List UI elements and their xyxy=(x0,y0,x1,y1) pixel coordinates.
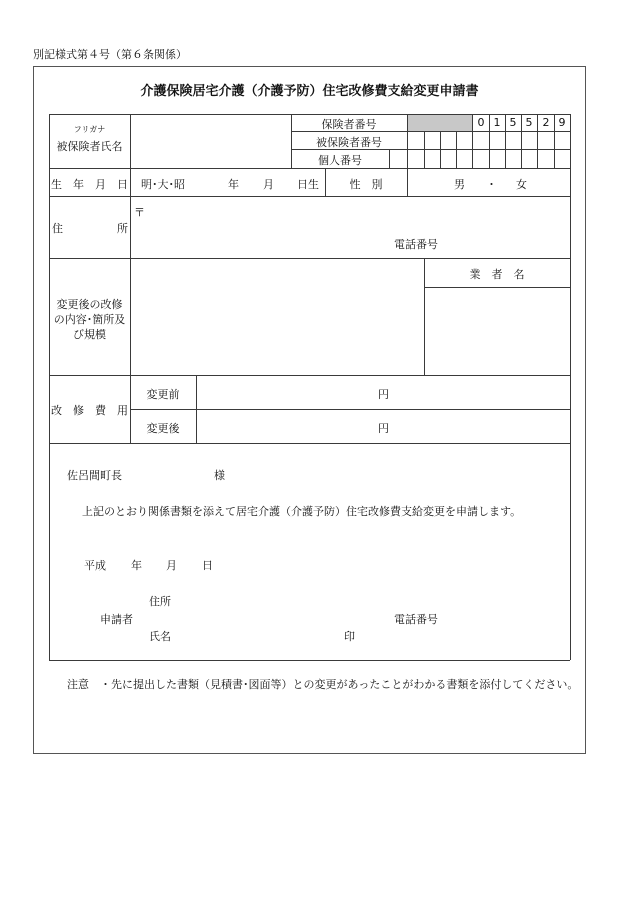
date-month-unit: 月 xyxy=(166,559,177,572)
gender-label: 性 別 xyxy=(349,178,383,191)
furigana-label: フリガナ xyxy=(73,125,106,134)
gender-male-option[interactable]: 男 xyxy=(454,178,465,191)
address-phone-label: 電話番号 xyxy=(394,238,438,251)
insurer-number-shaded-cells xyxy=(408,115,472,131)
cost-after-label: 変更後 xyxy=(146,422,180,435)
address-field[interactable] xyxy=(146,200,566,230)
date-era: 平成 xyxy=(84,559,106,572)
seal-mark: 印 xyxy=(344,630,355,643)
address-label-left: 住 xyxy=(52,222,63,235)
postal-mark: 〒 xyxy=(134,206,145,219)
gender-female-option[interactable]: 女 xyxy=(516,178,527,191)
contractor-label: 業 者 名 xyxy=(469,268,525,281)
form-number: 別記様式第４号（第６条関係） xyxy=(33,48,187,61)
application-statement: 上記のとおり関係書類を添えて居宅介護（介護予防）住宅改修費支給変更を申請します。 xyxy=(82,505,522,518)
insurer-digit: 1 xyxy=(493,116,501,129)
insurer-digit: 9 xyxy=(558,116,566,129)
applicant-phone-label: 電話番号 xyxy=(394,613,438,626)
date-year-unit: 年 xyxy=(131,559,142,572)
applicant-address-label: 住所 xyxy=(149,595,171,608)
gender-separator: ・ xyxy=(486,178,497,191)
insured-name-label: 被保険者氏名 xyxy=(56,140,123,153)
personal-number-label: 個人番号 xyxy=(318,154,362,167)
cost-label: 改 修 費 用 xyxy=(51,404,128,417)
insurer-digit: 2 xyxy=(542,116,550,129)
insured-name-field[interactable] xyxy=(131,115,290,167)
birth-day-unit: 日生 xyxy=(297,178,319,191)
renovation-content-label: 変更後の改修 の内容･箇所及 び規模 xyxy=(53,298,126,341)
cost-before-yen: 円 xyxy=(378,388,389,401)
form-title: 介護保険居宅介護（介護予防）住宅改修費支給変更申請書 xyxy=(140,84,479,99)
address-label-right: 所 xyxy=(117,222,128,235)
contractor-field[interactable] xyxy=(425,288,569,374)
applicant-name-label: 氏名 xyxy=(149,630,171,643)
cost-after-yen: 円 xyxy=(378,422,389,435)
attachment-note: 注意 ・先に提出した書類（見積書･図面等）との変更があったことがわかる書類を添付してください。 xyxy=(67,678,579,691)
insurer-digit: 5 xyxy=(525,116,533,129)
renovation-content-field[interactable] xyxy=(131,259,423,374)
birth-year-unit: 年 xyxy=(228,178,239,191)
birth-date-label: 生 年 月 日 xyxy=(51,178,128,191)
birth-month-unit: 月 xyxy=(263,178,274,191)
insurer-number-label: 保険者番号 xyxy=(321,118,377,131)
addressee-honorific: 様 xyxy=(214,469,225,482)
insurer-digit: 5 xyxy=(509,116,517,129)
birth-era-options: 明･大･昭 xyxy=(141,178,185,191)
cost-before-label: 変更前 xyxy=(146,388,180,401)
applicant-label: 申請者 xyxy=(100,613,133,626)
date-day-unit: 日 xyxy=(202,559,213,572)
insured-number-label: 被保険者番号 xyxy=(316,136,382,149)
insurer-digit: 0 xyxy=(477,116,485,129)
addressee: 佐呂間町長 xyxy=(67,469,122,482)
